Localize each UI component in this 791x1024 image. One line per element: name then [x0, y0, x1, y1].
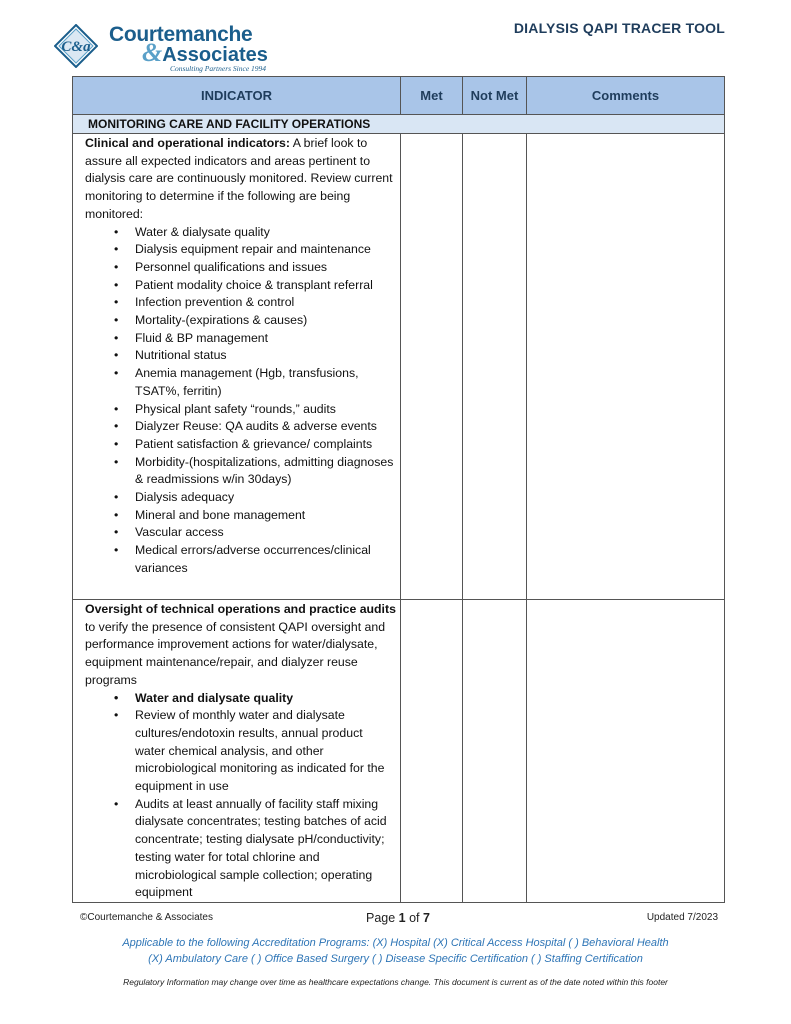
- list-item: • Patient modality choice & transplant referral: [85, 277, 396, 295]
- logo-tagline: Consulting Partners Since 1994: [170, 64, 267, 73]
- document-title: DIALYSIS QAPI TRACER TOOL: [513, 20, 725, 36]
- list-item: • Fluid & BP management: [85, 330, 396, 348]
- list-item: • Water & dialysate quality: [85, 224, 396, 242]
- logo-name-line1: Courtemanche: [109, 23, 253, 46]
- list-item: • Mortality-(expirations & causes): [85, 312, 396, 330]
- indicator-cell: [73, 600, 401, 903]
- comments-cell[interactable]: [527, 600, 725, 903]
- footer-page-number: [366, 911, 430, 925]
- list-item: • Dialysis equipment repair and maintenance: [85, 241, 396, 259]
- footer-programs-line2: (X) Ambulatory Care ( ) Office Based Surgery ( ) Disease Specific Certification ( ) Staffing Certification: [148, 953, 643, 965]
- not-met-cell[interactable]: [463, 600, 527, 903]
- met-cell[interactable]: [401, 134, 463, 600]
- not-met-cell[interactable]: [463, 134, 527, 600]
- footer-updated-date: Updated 7/2023: [646, 912, 718, 923]
- footer-copyright: ©Courtemanche & Associates: [80, 912, 213, 923]
- indicator-lead: Clinical and operational indicators:: [85, 136, 290, 150]
- list-item: • Dialyzer Reuse: QA audits & adverse events: [85, 418, 396, 436]
- list-item: • Patient satisfaction & grievance/ complaints: [85, 436, 396, 454]
- list-item: • Morbidity-(hospitalizations, admitting diagnoses & readmissions w/in 30days): [85, 454, 396, 489]
- list-item: • Nutritional status: [85, 347, 396, 365]
- table-row: [73, 134, 725, 600]
- company-logo: [52, 20, 282, 72]
- logo-monogram-text: C&a: [61, 39, 91, 55]
- table-header-row: [73, 77, 725, 115]
- column-header-comments: Comments: [527, 77, 725, 115]
- list-item: • Mineral and bone management: [85, 507, 396, 525]
- footer-regulatory-note: Regulatory Information may change over time as healthcare expectations change. This document is current as of the date noted within this footer: [123, 977, 668, 987]
- indicator-lead: Oversight of technical operations and practice audits: [85, 602, 396, 616]
- met-cell[interactable]: [401, 600, 463, 903]
- list-item: • Review of monthly water and dialysate cultures/endotoxin results, annual product water chemical analysis, and other microbiological monitoring as indicated for the equipment in use: [85, 707, 396, 796]
- table-row: [73, 600, 725, 903]
- list-item: • Anemia management (Hgb, transfusions, TSAT%, ferritin): [85, 365, 396, 400]
- indicator-text: to verify the presence of consistent QAPI oversight and performance improvement actions for water/dialysate, equipment maintenance/repair, and dialyzer reuse programs: [85, 619, 386, 687]
- logo-name-line2: [142, 38, 268, 67]
- list-item: • Water and dialysate quality: [85, 690, 396, 708]
- column-header-met: Met: [401, 77, 463, 115]
- column-header-not-met: Not Met: [463, 77, 527, 115]
- list-item: • Infection prevention & control: [85, 294, 396, 312]
- logo-monogram-icon: [54, 24, 98, 68]
- list-item: • Physical plant safety “rounds,” audits: [85, 401, 396, 419]
- page-current: 1: [398, 911, 406, 925]
- section-row: [73, 115, 725, 134]
- list-item: • Medical errors/adverse occurrences/clinical variances: [85, 542, 396, 577]
- tracer-table: [72, 76, 725, 903]
- page-total: 7: [423, 911, 430, 925]
- list-item: • Audits at least annually of facility staff mixing dialysate concentrates; testing batches of acid concentrate; testing dialysate pH/conductivity; testing water for total chlorine and microbiological sample collection; operating equipment: [85, 796, 396, 902]
- list-item: • Vascular access: [85, 524, 396, 542]
- indicator-bullet-list: [85, 690, 396, 902]
- column-header-indicator: INDICATOR: [73, 77, 401, 115]
- section-title: MONITORING CARE AND FACILITY OPERATIONS: [73, 115, 725, 134]
- indicator-cell: [73, 134, 401, 600]
- indicator-text: A brief look to assure all expected indicators and areas pertinent to dialysis care are continuously monitored. Review current monitoring to determine if the following are being monitored:: [85, 136, 393, 221]
- list-item: • Dialysis adequacy: [85, 489, 396, 507]
- page-of: of: [405, 911, 423, 925]
- logo-ampersand: &: [142, 38, 163, 67]
- comments-cell[interactable]: [527, 134, 725, 600]
- page-prefix: Page: [366, 911, 399, 925]
- indicator-bullet-list: [85, 224, 396, 578]
- footer-programs-line1: Applicable to the following Accreditation Programs: (X) Hospital (X) Critical Access Hospital ( ) Behavioral Health: [122, 937, 669, 949]
- logo-name-associates: Associates: [162, 44, 268, 66]
- list-item: • Personnel qualifications and issues: [85, 259, 396, 277]
